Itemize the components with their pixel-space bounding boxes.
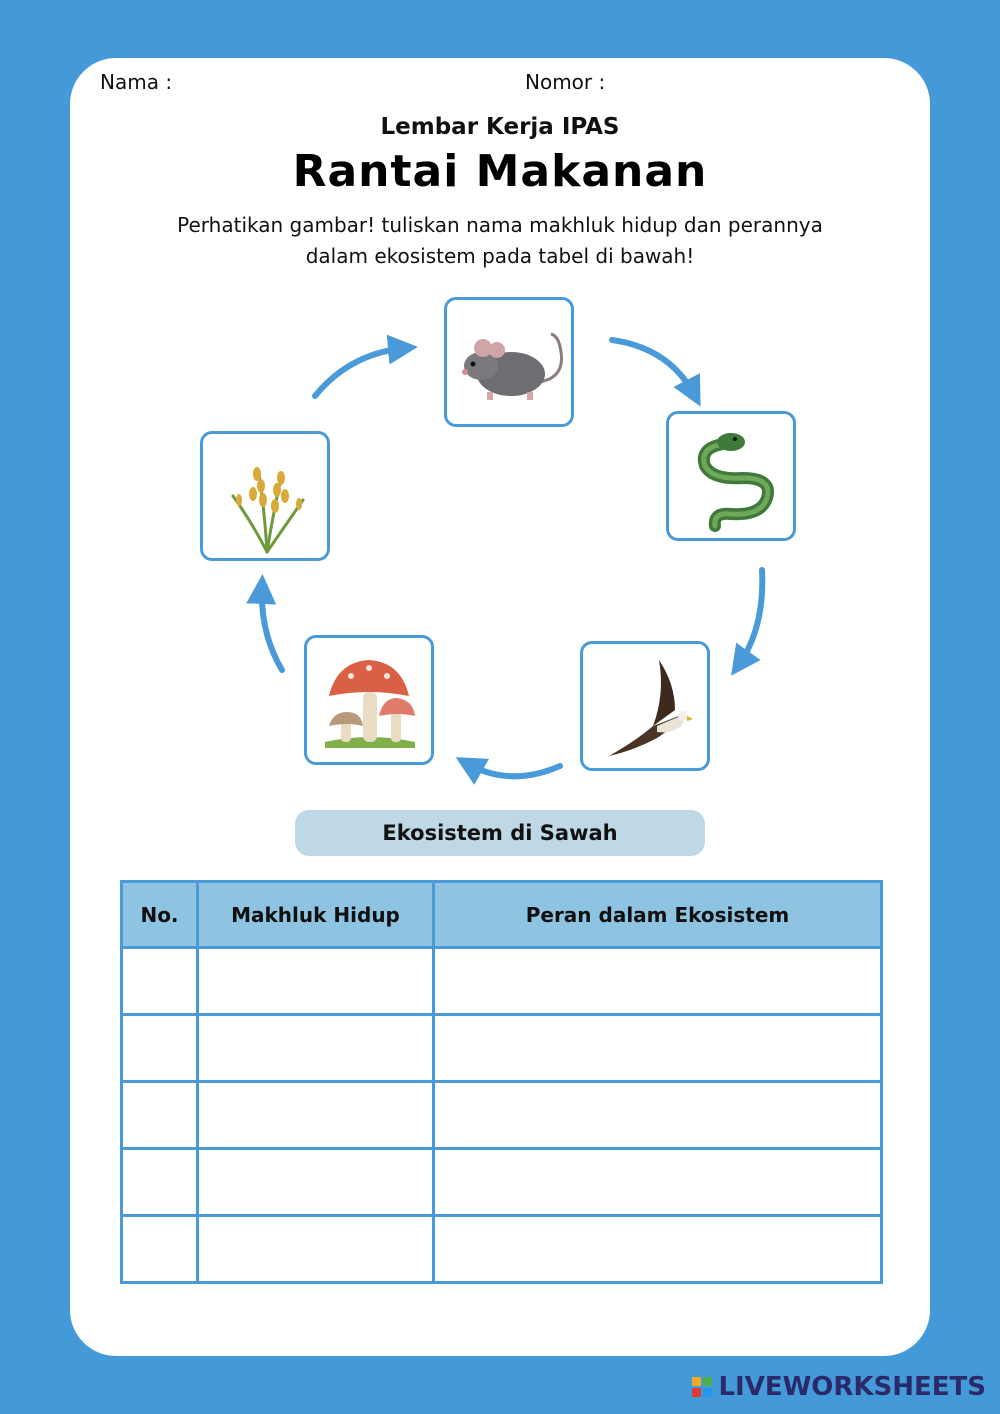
organism-card-eagle bbox=[580, 641, 710, 771]
organism-card-mouse bbox=[444, 297, 574, 427]
cell-number[interactable] bbox=[122, 1082, 198, 1149]
cell-role[interactable] bbox=[434, 1149, 882, 1216]
header-role: Peran dalam Ekosistem bbox=[434, 882, 882, 948]
number-label: Nomor : bbox=[525, 70, 606, 94]
food-chain-arrows bbox=[70, 58, 930, 818]
cell-organism[interactable] bbox=[198, 1082, 434, 1149]
cell-organism[interactable] bbox=[198, 1216, 434, 1283]
arrow-mouse-to-snake bbox=[612, 340, 695, 396]
header-organism: Makhluk Hidup bbox=[198, 882, 434, 948]
table-row bbox=[122, 948, 882, 1015]
rice-plant-icon bbox=[203, 434, 327, 558]
arrow-snake-to-eagle bbox=[738, 570, 762, 666]
table-row bbox=[122, 1216, 882, 1283]
answer-table bbox=[120, 880, 883, 1284]
header-number: No. bbox=[122, 882, 198, 948]
table-row bbox=[122, 1149, 882, 1216]
arrow-mushroom-to-rice bbox=[262, 586, 282, 670]
table-row bbox=[122, 1015, 882, 1082]
cell-organism[interactable] bbox=[198, 1149, 434, 1216]
arrow-rice-to-mouse bbox=[315, 348, 406, 396]
cell-role[interactable] bbox=[434, 1082, 882, 1149]
instructions-line-2: dalam ekosistem pada tabel di bawah! bbox=[305, 244, 695, 268]
snake-icon bbox=[669, 414, 793, 538]
name-label: Nama : bbox=[100, 70, 173, 94]
cell-role[interactable] bbox=[434, 1216, 882, 1283]
organism-card-rice bbox=[200, 431, 330, 561]
mouse-icon bbox=[447, 300, 571, 424]
cell-role[interactable] bbox=[434, 1015, 882, 1082]
arrow-eagle-to-mushroom bbox=[466, 763, 560, 776]
cell-organism[interactable] bbox=[198, 1015, 434, 1082]
cell-role[interactable] bbox=[434, 948, 882, 1015]
cell-number[interactable] bbox=[122, 1015, 198, 1082]
organism-card-snake bbox=[666, 411, 796, 541]
ecosystem-label: Ekosistem di Sawah bbox=[295, 810, 705, 856]
eagle-icon bbox=[583, 644, 707, 768]
cell-number[interactable] bbox=[122, 948, 198, 1015]
worksheet-sheet bbox=[70, 58, 930, 1356]
table-header-row bbox=[122, 882, 882, 948]
worksheet-subtitle: Lembar Kerja IPAS bbox=[380, 114, 620, 140]
organism-card-mushroom bbox=[304, 635, 434, 765]
cell-number[interactable] bbox=[122, 1149, 198, 1216]
cell-organism[interactable] bbox=[198, 948, 434, 1015]
footer-branding[interactable] bbox=[692, 1370, 986, 1404]
page-title: Rantai Makanan bbox=[292, 146, 708, 197]
table-row bbox=[122, 1082, 882, 1149]
brand-name: LIVEWORKSHEETS bbox=[718, 1372, 986, 1402]
liveworksheets-logo-icon bbox=[692, 1377, 712, 1397]
cell-number[interactable] bbox=[122, 1216, 198, 1283]
mushroom-icon bbox=[307, 638, 431, 762]
instructions-line-1: Perhatikan gambar! tuliskan nama makhluk hidup dan perannya bbox=[177, 213, 823, 237]
